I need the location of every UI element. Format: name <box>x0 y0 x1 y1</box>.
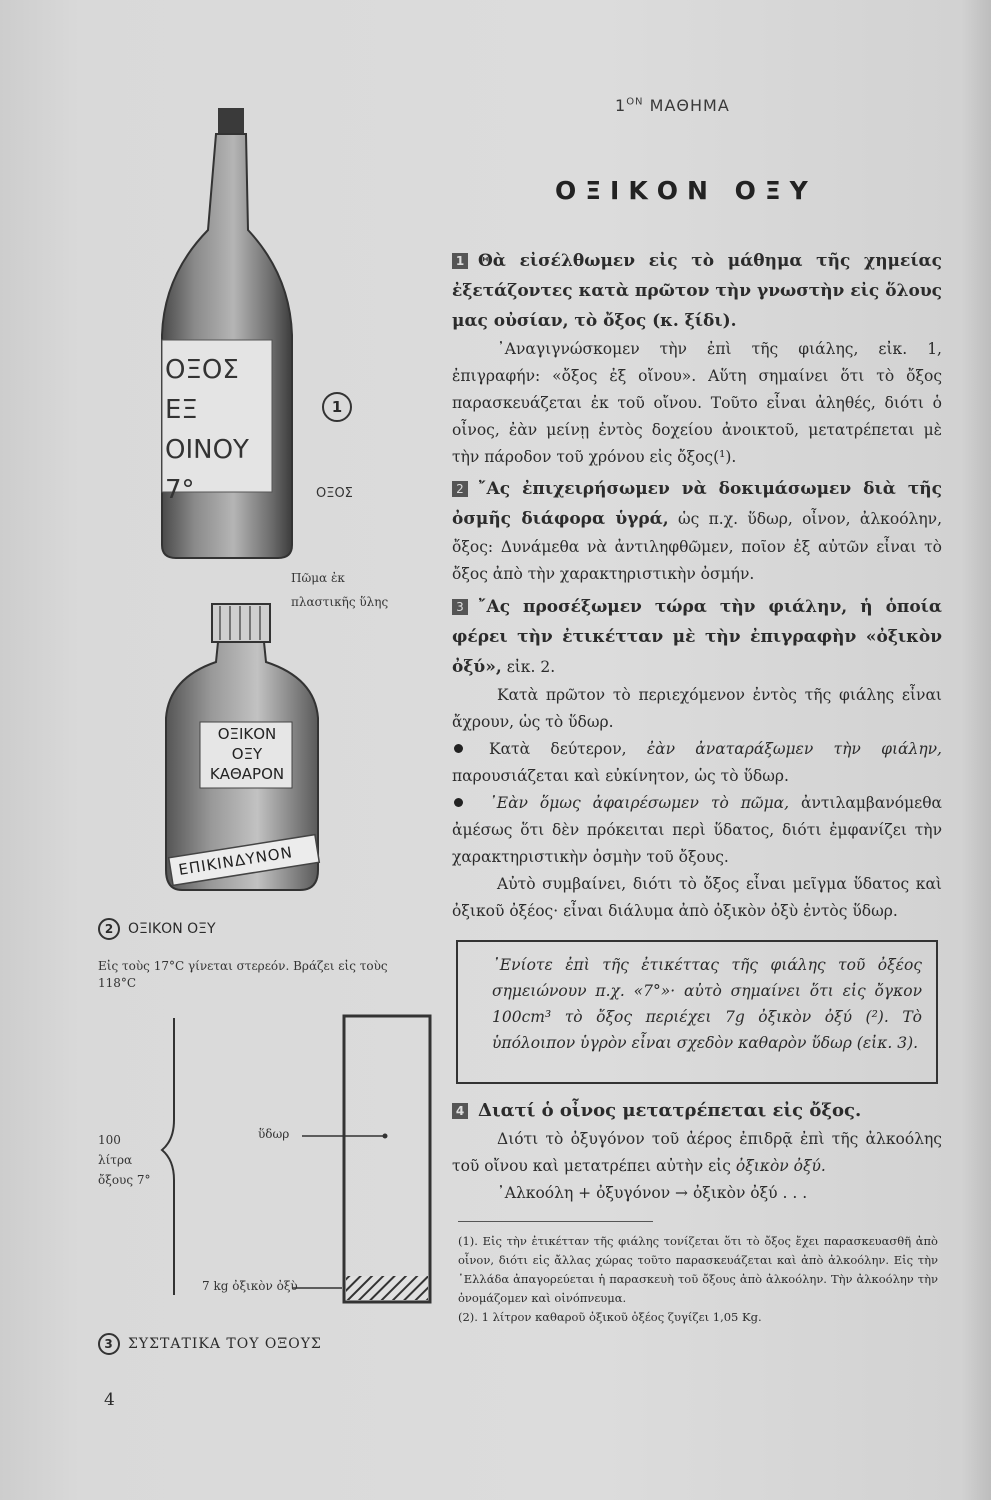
bullet <box>454 744 463 753</box>
section-4-text: Διότι τὸ ὀξυγόνον τοῦ ἀέρος ἐπιδρᾷ ἐπὶ τῆς ἀλκοόλης τοῦ οἴνου καὶ μετατρέπει αὐτὴν εἰς ὀξικὸν ὀξύ. <box>452 1130 942 1175</box>
section-1 <box>452 246 942 471</box>
figure-3-number: 3 <box>98 1333 120 1355</box>
section-4-heading: Διατί ὁ οἶνος μετατρέπεται εἰς ὄξος. <box>478 1100 862 1121</box>
footnote-1: (1). Εἰς τὴν ἐτικέτταν τῆς φιάλης τονίζεται ὅτι τὸ ὄξος ἔχει παρασκευασθῆ ἀπὸ οἶνον, διότι εἰς ἄλλας χώρας τοῦτο παρασκευάζεται καὶ ἀπὸ ἀλκοόλην. Εἰς τὴν ῾Ελλάδα ἀπαγορεύεται ἡ παρασκευὴ τοῦ ὄξους ἀπὸ ἀλκοόλην. Τὴν ἀλκοόλην τὴν ὀνομάζομεν καὶ οἰνόπνευμα. <box>458 1234 938 1305</box>
section-2-text: ὡς π.χ. ὕδωρ, οἶνον, ἀλκοόλην, ὄξος: Δυνάμεθα νὰ ἀντιληφθῶμεν, ποῖον ἐξ αὐτῶν εἶναι τὸ ὄξος ἀπὸ τὴν χαρακτηριστικὴν ὀσμήν. <box>452 510 942 583</box>
section-number-3: 3 <box>452 599 468 615</box>
section-2-heading: ῎Ας ἐπιχειρήσωμεν νὰ δοκιμάσωμεν διὰ τῆς ὀσμῆς διάφορα ὑγρά, <box>452 479 942 529</box>
section-1-heading: Θὰ εἰσέλθωμεν εἰς τὸ μάθημα τῆς χημείας ἐξετάζοντες κατὰ πρῶτον τὴν γνωστὴν εἰς ὅλους μας οὐσίαν, τὸ ὄξος (κ. ξίδι). <box>452 251 942 331</box>
figure-1-caption: ΟΞΟΣ <box>316 486 353 501</box>
section-number-4: 4 <box>452 1103 468 1119</box>
figure-2-number: 2 <box>98 918 120 940</box>
bottle-1-label: ΟΞΟΣ ΕΞ ΟΙΝΟΥ 7° <box>165 355 249 505</box>
note-box <box>456 940 938 1084</box>
figure-reference: εἰκ. 2. <box>506 658 556 676</box>
lesson-header: $1^{ON}$ ΜΑΘΗΜΑ <box>615 96 730 115</box>
section-number-2: 2 <box>452 481 468 497</box>
section-3 <box>452 592 942 925</box>
section-3-p2: Κατὰ δεύτερον, ἐὰν ἀναταράξωμεν τὴν φιάλην, παρουσιάζεται καὶ εὐκίνητον, ὡς τὸ ὕδωρ. <box>452 740 942 785</box>
liters-label: 100 λίτρα ὄξους 7° <box>98 1133 151 1187</box>
section-3-heading: ῎Ας προσέξωμεν τώρα τὴν φιάλην, ἡ ὁποία φέρει τὴν ἐτικέτταν μὲ τὴν ἐπιγραφὴν «ὀξικὸν ὀξύ», <box>452 597 942 677</box>
section-1-text: ᾿Αναγιγνώσκομεν τὴν ἐπὶ τῆς φιάλης, εἰκ. 1, ἐπιγραφήν: «ὄξος ἐξ οἴνου». Αὕτη σημαίνει ὅτι τὸ ὄξος παρασκευάζεται ἐκ τοῦ οἴνου. Τοῦτο εἶναι ἀληθές, διότι ὁ οἶνος, ἐὰν μείνῃ ἐντὸς δοχείου ἀνοικτοῦ, μετατρέπεται μὲ τὴν πάροδον τοῦ χρόνου εἰς ὄξος(¹). <box>452 340 942 466</box>
footnote-2: (2). 1 λίτρον καθαροῦ ὀξικοῦ ὀξέος ζυγίζει 1,05 Kg. <box>458 1310 762 1324</box>
equation: ᾿Αλκοόλη + ὀξυγόνον → ὀξικὸν ὀξύ . . . <box>497 1184 808 1202</box>
footnote-rule <box>458 1221 653 1222</box>
section-3-p4: Αὐτὸ συμβαίνει, διότι τὸ ὄξος εἶναι μεῖγμα ὕδατος καὶ ὀξικοῦ ὀξέος· εἶναι διάλυμα ἀπὸ ὀξικὸν ὀξὺ ἐντὸς ὕδωρ. <box>452 875 942 920</box>
brace <box>162 1018 174 1295</box>
water-label: ὕδωρ <box>258 1127 290 1141</box>
lid-caption: Πῶμα ἐκ πλαστικῆς ὕλης <box>291 571 389 609</box>
section-number-1: 1 <box>452 253 468 269</box>
section-3-p1: Κατὰ πρῶτον τὸ περιεχόμενον ἐντὸς τῆς φιάλης εἶναι ἄχρουν, ὡς τὸ ὕδωρ. <box>452 686 942 731</box>
acid-layer <box>346 1276 428 1300</box>
figure-2-note: Εἰς τοὺς 17°C γίνεται στερεόν. Βράζει εἰς τοὺς 118°C <box>98 959 388 990</box>
bottle-2-label: ΟΞΙΚΟΝ ΟΞΥ ΚΑΘΑΡΟΝ <box>209 725 285 783</box>
warning-label: ΕΠΙΚΙΝΔΥΝΟΝ <box>177 843 295 879</box>
figure-2-caption: 2 ΟΞΙΚΟΝ ΟΞΥ <box>98 918 216 940</box>
page-title: ΟΞΙΚΟΝ ΟΞΥ <box>555 176 817 205</box>
figure-3-caption: 3 ΣΥΣΤΑΤΙΚΑ ΤΟΥ ΟΞΟΥΣ <box>98 1333 322 1355</box>
container <box>344 1016 430 1302</box>
acid-label: 7 kg ὀξικὸν ὀξὺ <box>202 1279 298 1293</box>
note-text: ᾿Ενίοτε ἐπὶ τῆς ἐτικέττας τῆς φιάλης τοῦ ὀξέος σημειώνουν π.χ. «7°»· αὐτὸ σημαίνει ὅτι εἰς ὄγκον 100cm³ τὸ ὄξος περιέχει 7g ὀξικὸν ὀξύ (²). Τὸ ὑπόλοιπον ὑγρὸν εἶναι σχεδὸν καθαρὸν ὕδωρ (εἰκ. 3). <box>492 956 922 1052</box>
composition-diagram <box>150 1010 440 1310</box>
figure-1-number: 1 <box>322 392 360 422</box>
section-2 <box>452 474 942 588</box>
section-3-p3: ᾿Εὰν ὅμως ἀφαιρέσωμεν τὸ πῶμα, ἀντιλαμβανόμεθα ἀμέσως ὅτι δὲν πρόκειται περὶ ὕδατος, διότι ἐμφανίζει τὴν χαρακτηριστικὴν ὀσμὴν τοῦ ὄξους. <box>452 794 942 866</box>
footnotes <box>458 1232 938 1327</box>
page-number: 4 <box>104 1390 115 1410</box>
section-4 <box>452 1096 942 1207</box>
bullet <box>454 798 463 807</box>
